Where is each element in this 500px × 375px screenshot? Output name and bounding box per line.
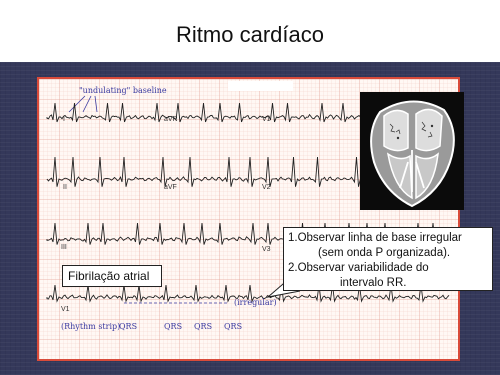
lead-label: V2 [262,184,271,191]
lead-label: III [61,244,67,251]
lead-label: II [63,184,67,191]
rhythm-strip-label: (Rhythm strip) [61,322,121,331]
observation-line-4: intervalo RR. [340,277,407,289]
lead-label: V3 [262,246,271,253]
qrs-label: QRS [224,322,243,331]
qrs-label: QRS [194,322,213,331]
observation-line-3: 2.Observar variabilidade do [288,262,429,274]
observation-line-1: 1.Observar linha de base irregular [288,232,462,244]
callout-text: Fibrilação atrial [68,269,150,283]
observation-line-2: (sem onda P organizada). [318,247,451,259]
undulating-baseline-annotation: "undulating" baseline [79,86,167,95]
lead-label: V1 [262,116,271,123]
observations-callout [283,227,493,291]
lead-label: I [63,116,65,123]
qrs-label: QRS [164,322,183,331]
lead-label: aVR [164,116,178,123]
qrs-label: QRS [119,322,138,331]
lead-label: aVF [164,184,177,191]
irregular-annotation: (irregular) [234,298,277,307]
lead-label: V1 [61,306,70,313]
slide-title: Ritmo cardíaco [176,22,324,47]
